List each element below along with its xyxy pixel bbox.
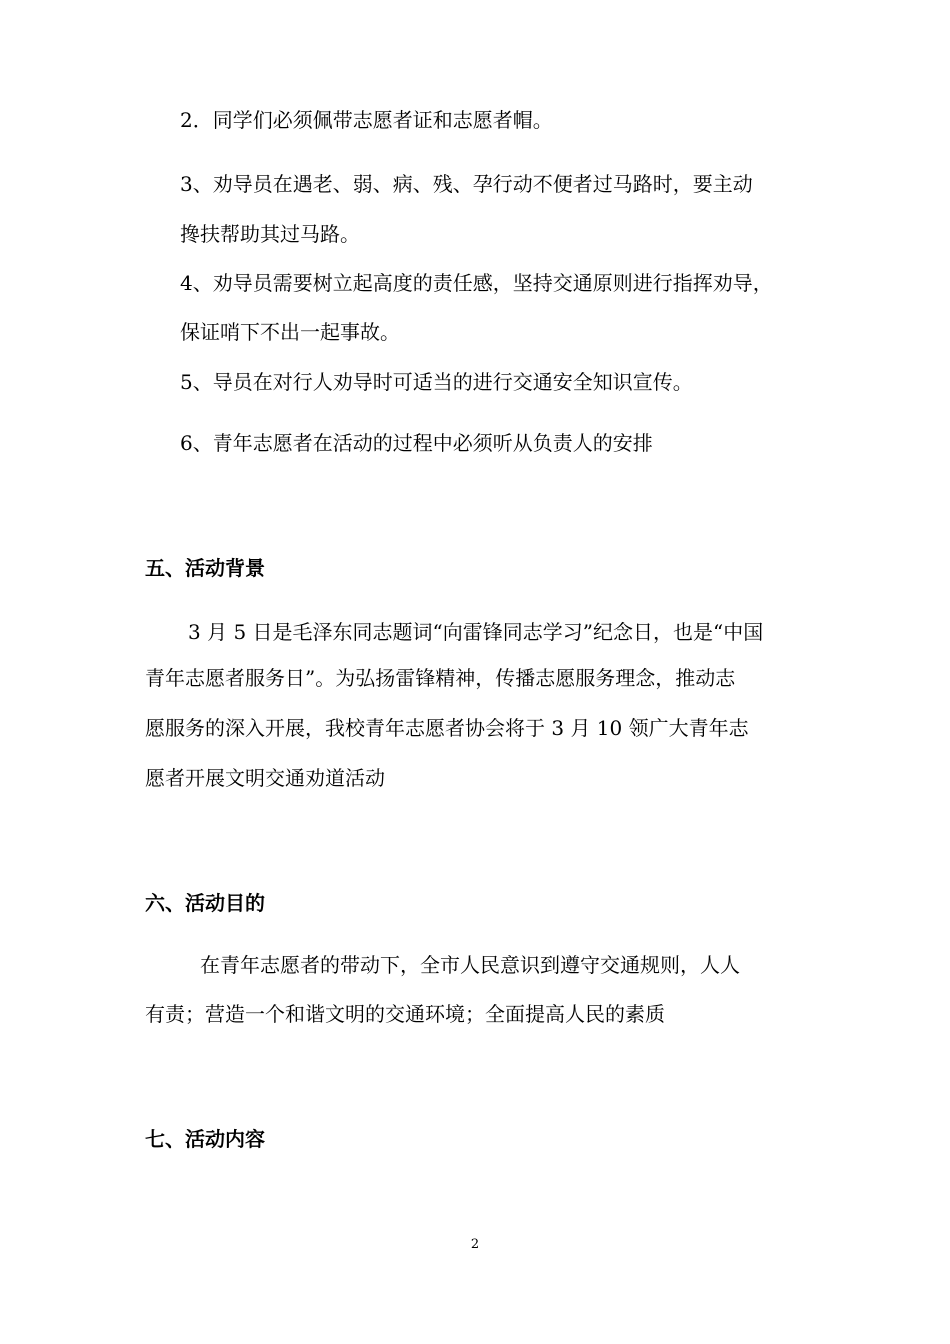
section-5-line-2: 青年志愿者服务日”。为弘扬雷锋精神，传播志愿服务理念，推动志 [145, 666, 736, 690]
section-5-line-1: 3 月 5 日是毛泽东同志题词“向雷锋同志学习”纪念日，也是“中国 [188, 620, 764, 644]
section-6-line-2: 有责；营造一个和谐文明的交通环境；全面提高人民的素质 [145, 1002, 665, 1026]
section-5-heading: 五、活动背景 [145, 556, 265, 580]
rule-item-4-line-2: 保证哨下不出一起事故。 [180, 320, 400, 344]
rule-item-3-line-1: 3、劝导员在遇老、弱、病、残、孕行动不便者过马路时，要主动 [180, 172, 753, 196]
rule-item-3-line-2: 搀扶帮助其过马路。 [180, 222, 360, 246]
section-5-line-3: 愿服务的深入开展，我校青年志愿者协会将于 3 月 10 领广大青年志 [145, 716, 749, 740]
page-number: 2 [470, 1237, 480, 1252]
rule-item-4-line-1: 4、劝导员需要树立起高度的责任感，坚持交通原则进行指挥劝导， [180, 271, 773, 295]
section-7-heading: 七、活动内容 [145, 1127, 265, 1151]
rule-item-5: 5、导员在对行人劝导时可适当的进行交通安全知识宣传。 [180, 370, 693, 394]
section-5-line-4: 愿者开展文明交通劝道活动 [145, 766, 385, 790]
rule-item-2: 2．同学们必须佩带志愿者证和志愿者帽。 [180, 108, 553, 132]
rule-item-6: 6、青年志愿者在活动的过程中必须听从负责人的安排 [180, 431, 653, 455]
section-6-heading: 六、活动目的 [145, 891, 265, 915]
section-6-line-1: 在青年志愿者的带动下，全市人民意识到遵守交通规则，人人 [200, 953, 740, 977]
